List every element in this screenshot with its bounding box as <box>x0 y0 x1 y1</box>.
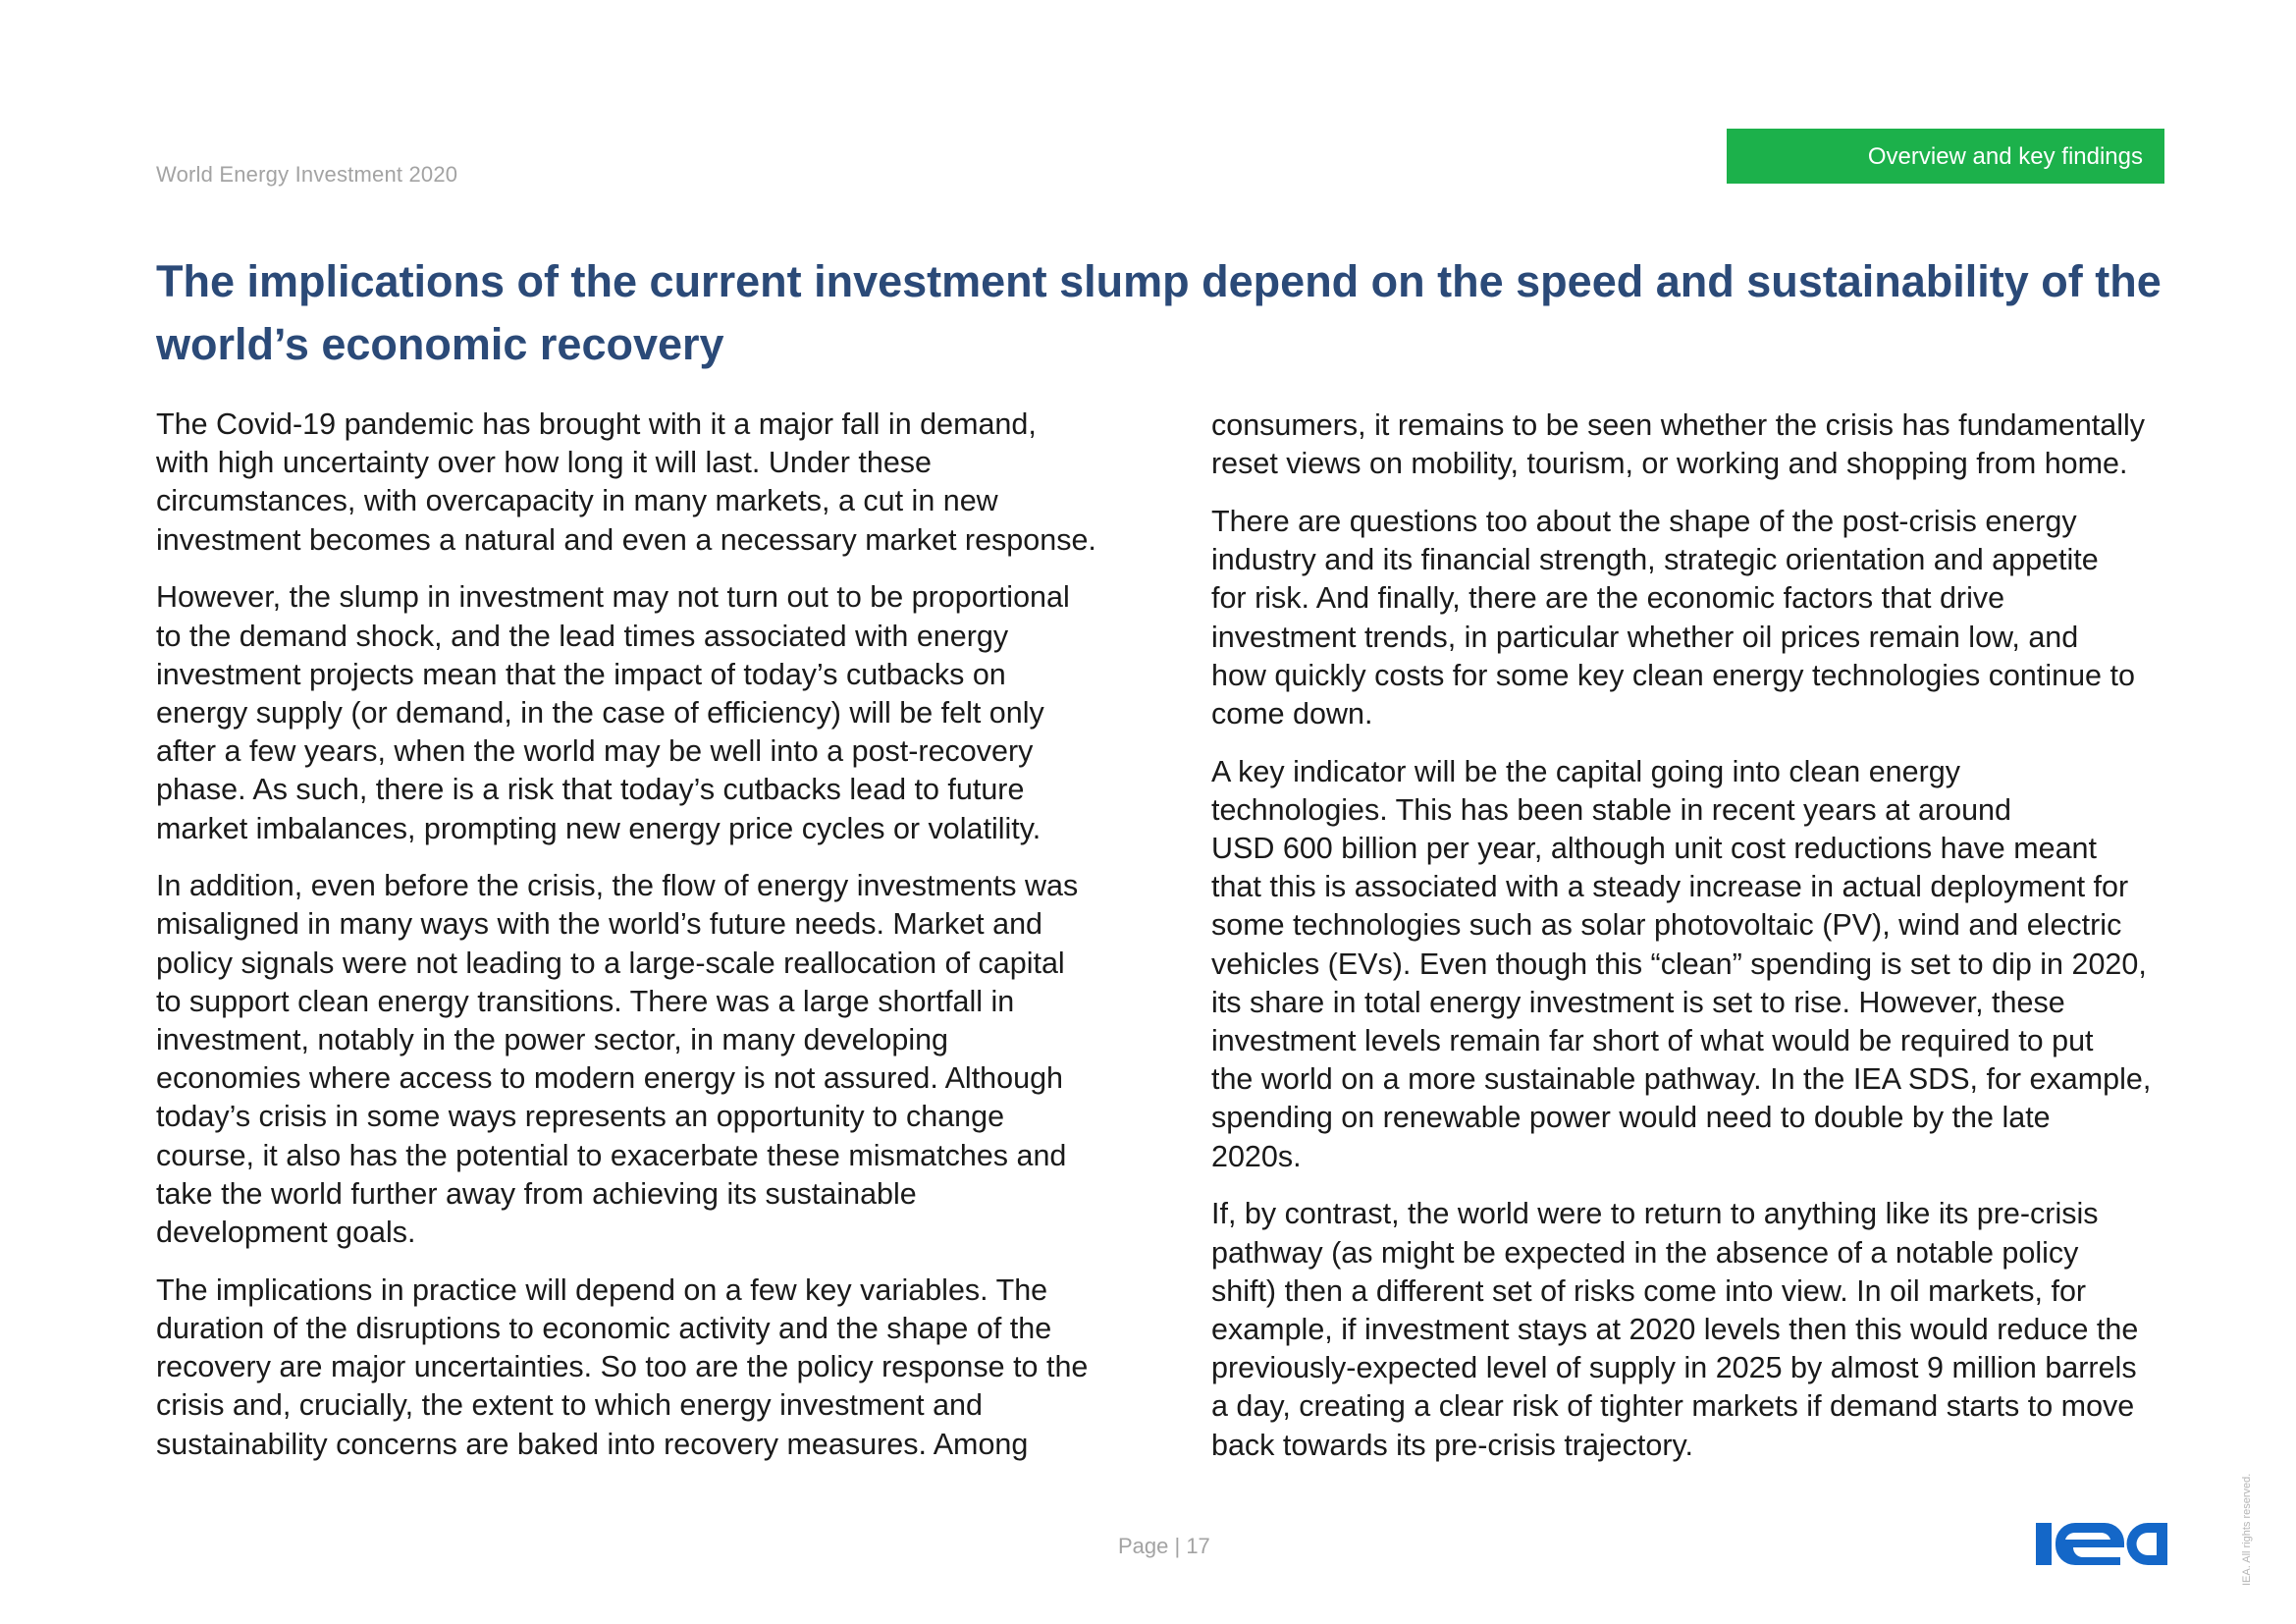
page-number: Page | 17 <box>1118 1534 1210 1558</box>
right-column <box>1211 406 2183 1484</box>
paragraph: The implications in practice will depend on a few key variables. The duration of the disruptions to economic activity and the shape of the recovery are major uncertainties. So too are the policy response to the crisis and, crucially, the extent to which energy investment and sustainability concerns are baked into recovery measures. Among <box>156 1272 1089 1461</box>
paragraph: However, the slump in investment may not turn out to be proportional to the demand shock, and the lead times associated with energy investment projects mean that the impact of today’s cutbacks on energy supply (or demand, in the case of efficiency) will be felt only after a few years, when the world may be well into a post-recovery phase. As such, there is a risk that today’s cutbacks lead to future market imbalances, prompting new energy price cycles or volatility. <box>156 580 1070 845</box>
section-tab-label: Overview and key findings <box>1867 143 2143 170</box>
paragraph: A key indicator will be the capital going into clean energy technologies. This has been stable in recent years at around USD 600 billion per year, although unit cost reductions have meant that this is associated with a steady increase in actual deployment for some technologies such as solar photovoltaic (PV), wind and electric vehicles (EVs). Even though this “clean” spending is set to dip in 2020, its share in total energy investment is set to rise. However, these investment levels remain far short of what would be required to put the world on a more sustainable pathway. In the IEA SDS, for example, spending on renewable power would need to double by the late 2020s. <box>1211 754 2152 1173</box>
paragraph: There are questions too about the shape of the post-crisis energy industry and its financial strength, strategic orientation and appetite for risk. And finally, there are the economic factors that drive investment trends, in particular whether oil prices remain low, and how quickly costs for some key clean energy technologies continue to come down. <box>1211 504 2135 731</box>
document-title: World Energy Investment 2020 <box>156 162 458 187</box>
paragraph: The Covid-19 pandemic has brought with it a major fall in demand, with high uncertainty over how long it will last. Under these circumstances, with overcapacity in many markets, a cut in new investment becomes a natural and even a necessary market response. <box>156 407 1096 557</box>
iea-logo <box>2036 1515 2167 1570</box>
paragraph: consumers, it remains to be seen whether the crisis has fundamentally reset views on mobility, tourism, or working and shopping from home. <box>1211 408 2146 481</box>
section-tab <box>1727 129 2164 184</box>
paragraph: If, by contrast, the world were to return to anything like its pre-crisis pathway (as might be expected in the absence of a notable policy shift) then a different set of risks come into view. In oil markets, for example, if investment stays at 2020 levels then this would reduce the previously-expected level of supply in 2025 by almost 9 million barrels a day, creating a clear risk of tighter markets if demand starts to move back towards its pre-crisis trajectory. <box>1211 1197 2139 1462</box>
rights-notice: IEA. All rights reserved. <box>2241 1473 2253 1586</box>
page-headline: The implications of the current investment slump depend on the speed and sustainability of the world’s economic recovery <box>156 256 2162 369</box>
left-column <box>156 406 1138 1483</box>
paragraph: In addition, even before the crisis, the flow of energy investments was misaligned in many ways with the world’s future needs. Market and policy signals were not leading to a large-scale reallocation of capital to support clean energy transitions. There was a large shortfall in investment, notably in the power sector, in many developing economies where access to modern energy is not assured. Although today’s crisis in some ways represents an opportunity to change course, it also has the potential to exacerbate these mismatches and take the world further away from achieving its sustainable development goals. <box>156 869 1079 1250</box>
